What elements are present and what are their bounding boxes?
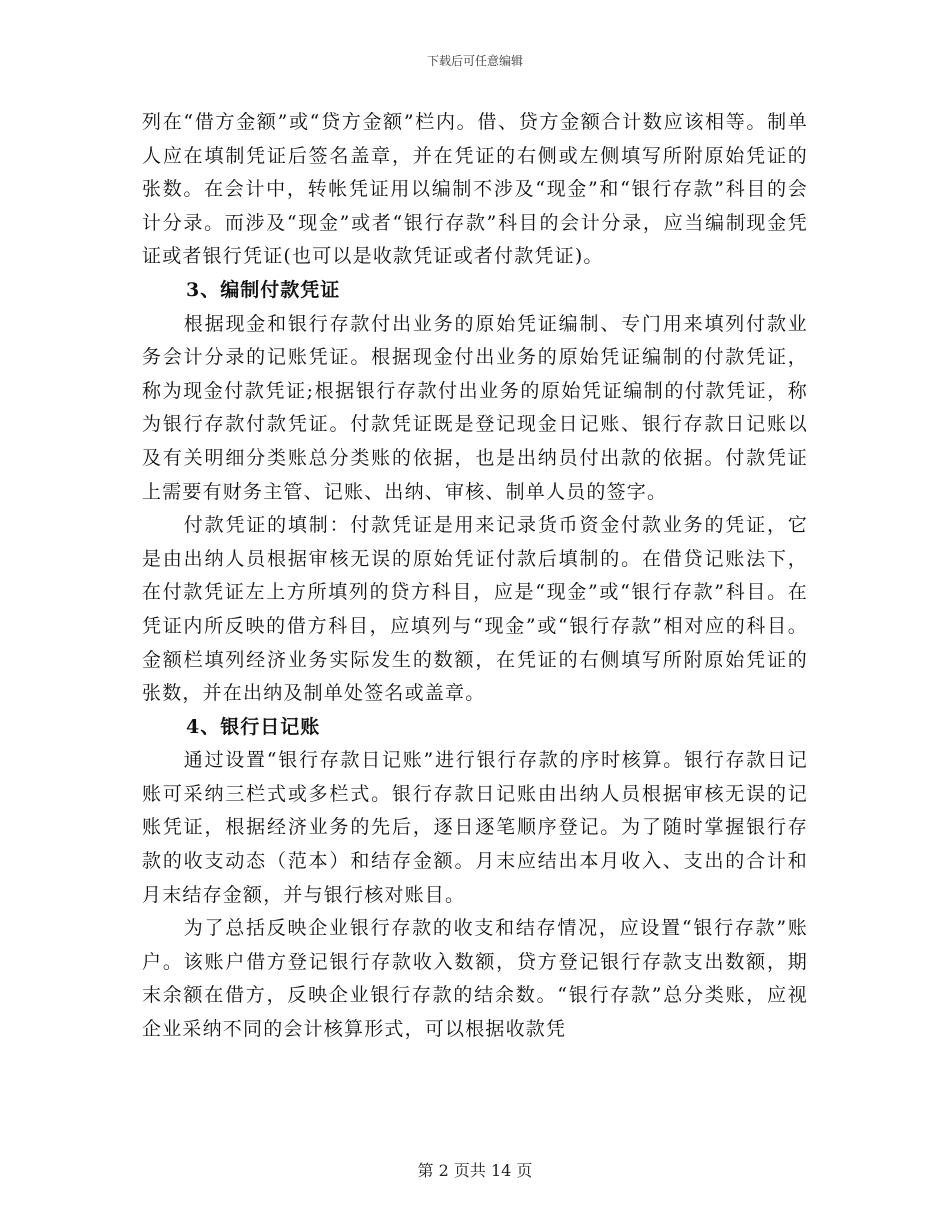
- paragraph-bank-account: 为了总括反映企业银行存款的收支和结存情况，应设置“银行存款”账户。该账户借方登记银行存款收入数额，贷方登记银行存款支出数额，期末余额在借方，反映企业银行存款的结余数。“银行存款”总分类账，应视企业采纳不同的会计核算形式，可以根据收款凭: [142, 917, 808, 1041]
- page-header: 下载后可任意编辑: [426, 54, 523, 68]
- section-heading-3: 3、编制付款凭证: [186, 278, 341, 301]
- paragraph-bank-journal: 通过设置“银行存款日记账”进行银行存款的序时核算。银行存款日记账可采纳三栏式或多栏式。银行存款日记账由出纳人员根据审核无误的记账凭证，根据经济业务的先后，逐日逐笔顺序登记。为了随时掌握银行存款的收支动态（范本）和结存金额。月末应结出本月收入、支出的合计和月末结存金额，并与银行核对账目。: [142, 749, 808, 906]
- paragraph-payment-voucher-filling: 付款凭证的填制：付款凭证是用来记录货币资金付款业务的凭证，它是由出纳人员根据审核无误的原始凭证付款后填制的。在借贷记账法下，在付款凭证左上方所填列的贷方科目，应是“现金”或“银行存款”科目。在凭证内所反映的借方科目，应填列与“现金”或“银行存款”相对应的科目。金额栏填列经济业务实际发生的数额，在凭证的右侧填写所附原始凭证的张数，并在出纳及制单处签名或盖章。: [142, 514, 808, 705]
- paragraph-payment-voucher: 根据现金和银行存款付出业务的原始凭证编制、专门用来填列付款业务会计分录的记账凭证。根据现金付出业务的原始凭证编制的付款凭证，称为现金付款凭证;根据银行存款付出业务的原始凭证编制的付款凭证，称为银行存款付款凭证。付款凭证既是登记现金日记账、银行存款日记账以及有关明细分类账总分类账的依据，也是出纳员付出款的依据。付款凭证上需要有财务主管、记账、出纳、审核、制单人员的签字。: [142, 312, 808, 503]
- section-heading-4: 4、银行日记账: [186, 715, 321, 738]
- document-body: [142, 106, 808, 1047]
- paragraph-voucher-continuation: 列在“借方金额”或“贷方金额”栏内。借、贷方金额合计数应该相等。制单人应在填制凭证后签名盖章，并在凭证的右侧或左侧填写所附原始凭证的张数。在会计中，转帐凭证用以编制不涉及“现金”和“银行存款”科目的会计分录。而涉及“现金”或者“银行存款”科目的会计分录，应当编制现金凭证或者银行凭证(也可以是收款凭证或者付款凭证)。: [142, 111, 808, 268]
- page-number: 第 2 页共 14 页: [417, 1161, 533, 1180]
